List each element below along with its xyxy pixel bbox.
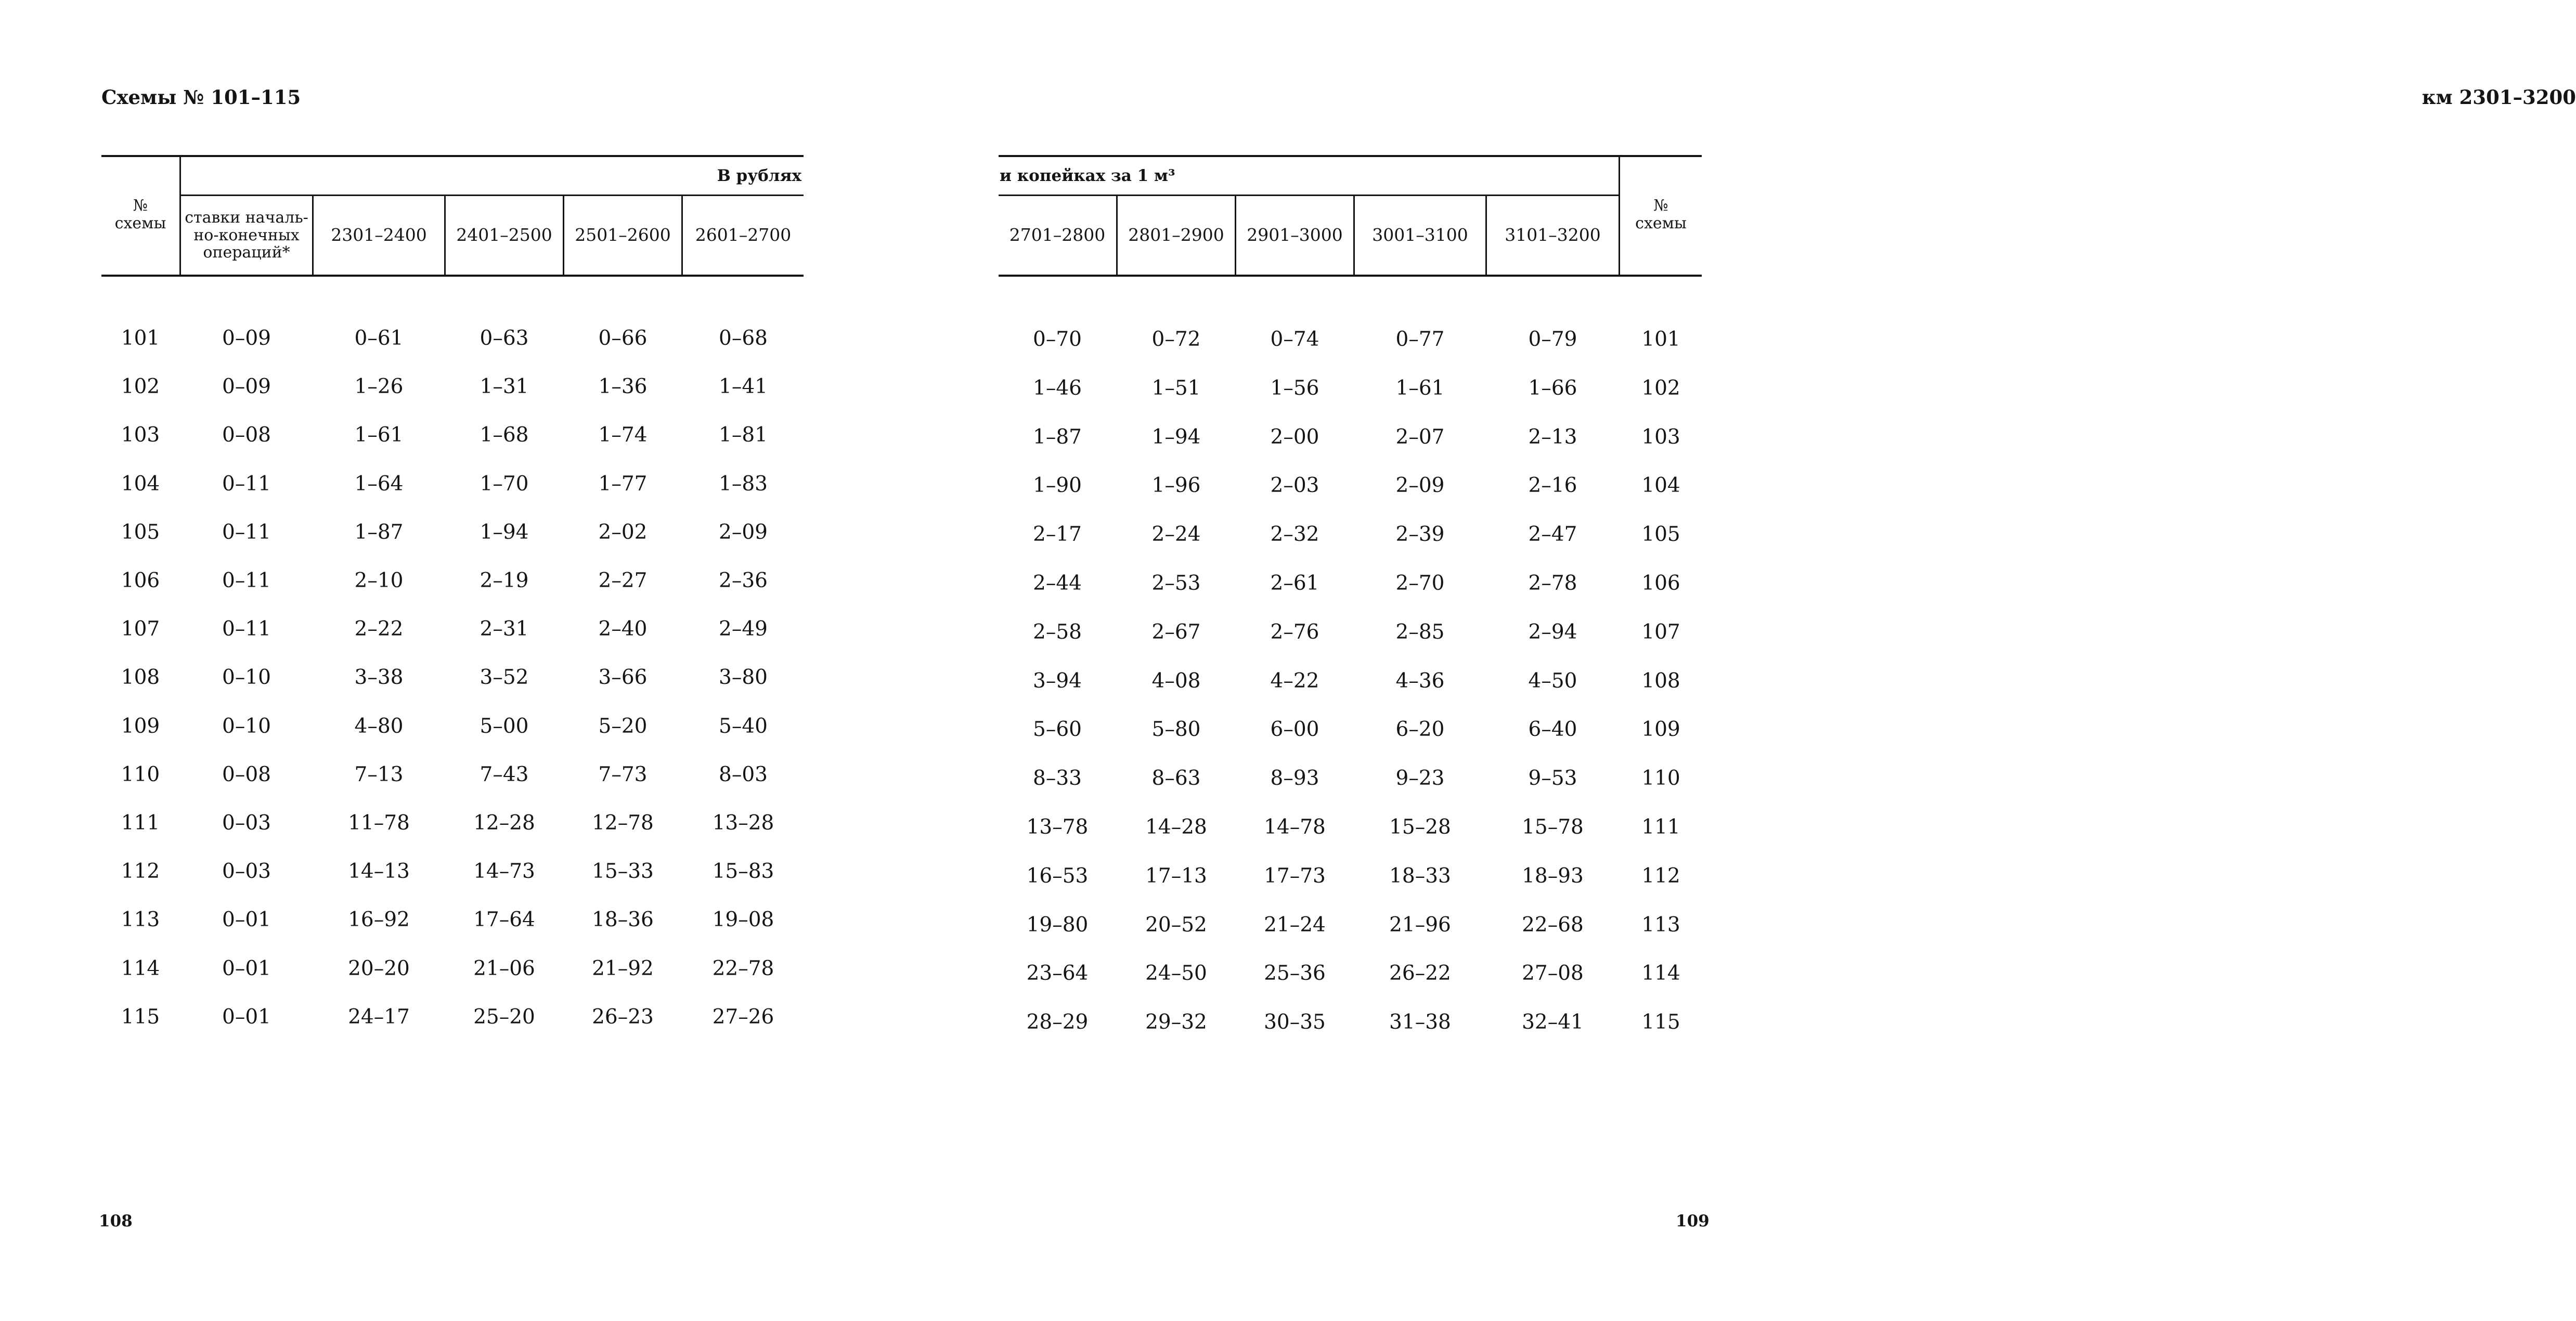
value-cell: 1–68 (480, 423, 529, 447)
value-cell: 2–10 (354, 568, 404, 592)
rate-cell: 0–03 (222, 811, 271, 835)
scheme-number-cell: 107 (1641, 620, 1680, 644)
column-header: 3001–3100 (1372, 225, 1468, 245)
scheme-number-cell: 108 (121, 665, 160, 689)
value-cell: 1–36 (598, 374, 648, 398)
value-cell: 6–20 (1395, 717, 1445, 741)
value-cell: 1–94 (480, 520, 529, 544)
value-cell: 2–09 (1395, 473, 1445, 497)
scheme-number-cell: 103 (1641, 425, 1680, 449)
column-header: 2501–2600 (575, 225, 671, 245)
value-cell: 5–40 (719, 714, 768, 738)
value-cell: 3–80 (719, 665, 768, 689)
value-cell: 0–70 (1033, 327, 1082, 351)
value-cell: 0–74 (1270, 327, 1319, 351)
scheme-number-cell: 111 (1641, 815, 1680, 839)
value-cell: 2–40 (598, 617, 648, 641)
table-row (101, 807, 804, 838)
value-cell: 15–28 (1389, 815, 1451, 839)
value-cell: 4–08 (1151, 669, 1201, 693)
scheme-number-cell: 110 (1641, 766, 1680, 790)
table-row (101, 1001, 804, 1032)
value-cell: 2–24 (1151, 522, 1201, 546)
value-cell: 2–09 (719, 520, 768, 544)
value-cell: 1–61 (1395, 376, 1445, 400)
scheme-number-cell: 106 (1641, 571, 1680, 595)
value-cell: 2–94 (1528, 620, 1577, 644)
value-cell: 2–67 (1151, 620, 1201, 644)
value-cell: 1–94 (1151, 425, 1201, 449)
scheme-number-cell: 114 (1641, 961, 1680, 985)
value-cell: 1–74 (598, 423, 648, 447)
value-cell: 1–64 (354, 472, 404, 496)
value-cell: 6–40 (1528, 717, 1577, 741)
value-cell: 18–36 (592, 908, 654, 931)
value-cell: 16–92 (348, 908, 410, 931)
value-cell: 1–66 (1528, 376, 1577, 400)
value-cell: 2–36 (719, 568, 768, 592)
value-cell: 27–26 (712, 1005, 774, 1029)
table-row (999, 372, 1702, 404)
scheme-number-cell: 109 (1641, 717, 1680, 741)
value-cell: 1–96 (1151, 473, 1201, 497)
value-cell: 4–50 (1528, 669, 1577, 693)
table-row (101, 759, 804, 790)
table-row (999, 519, 1702, 550)
rate-cell: 0–03 (222, 859, 271, 883)
value-cell: 13–78 (1026, 815, 1089, 839)
value-cell: 9–23 (1395, 766, 1445, 790)
value-cell: 18–93 (1522, 864, 1584, 888)
value-cell: 2–61 (1270, 571, 1319, 595)
scheme-number-cell: 102 (121, 374, 160, 398)
value-cell: 7–73 (598, 762, 648, 786)
value-cell: 24–50 (1145, 961, 1207, 985)
value-cell: 31–38 (1389, 1010, 1451, 1034)
scheme-number-cell: 105 (1641, 522, 1680, 546)
value-cell: 32–41 (1522, 1010, 1584, 1034)
value-cell: 17–64 (473, 908, 535, 931)
scheme-number-cell: 105 (121, 520, 160, 544)
value-cell: 28–29 (1026, 1010, 1089, 1034)
scheme-number-cell: 101 (1641, 327, 1680, 351)
right-table-header (999, 155, 1702, 277)
table-row (999, 1006, 1702, 1038)
value-cell: 2–53 (1151, 571, 1201, 595)
currency-caption: и копейках за 1 м³ (1000, 166, 1175, 185)
rate-cell: 0–01 (222, 956, 271, 980)
table-row (999, 470, 1702, 501)
value-cell: 1–81 (719, 423, 768, 447)
value-cell: 0–68 (719, 326, 768, 350)
value-cell: 5–80 (1151, 717, 1201, 741)
page-number-left: 108 (99, 1212, 133, 1231)
value-cell: 1–41 (719, 374, 768, 398)
value-cell: 22–78 (712, 956, 774, 980)
value-cell: 2–27 (598, 568, 648, 592)
value-cell: 30–35 (1264, 1010, 1326, 1034)
value-cell: 8–33 (1033, 766, 1082, 790)
value-cell: 2–19 (480, 568, 529, 592)
scheme-number-cell: 101 (121, 326, 160, 350)
value-cell: 2–00 (1270, 425, 1319, 449)
rate-cell: 0–11 (222, 617, 271, 641)
table-row (999, 811, 1702, 843)
table-row (999, 909, 1702, 940)
rate-cell: 0–11 (222, 520, 271, 544)
value-cell: 22–68 (1522, 913, 1584, 937)
column-header: 3101–3200 (1505, 225, 1601, 245)
value-cell: 1–51 (1151, 376, 1201, 400)
value-cell: 1–26 (354, 374, 404, 398)
value-cell: 1–61 (354, 423, 404, 447)
running-head-right: км 2301–3200 (2422, 86, 2576, 109)
value-cell: 20–20 (348, 956, 410, 980)
scheme-number-cell: 107 (121, 617, 160, 641)
value-cell: 5–00 (480, 714, 529, 738)
rate-cell: 0–01 (222, 1005, 271, 1029)
scheme-number-cell: 111 (121, 811, 160, 835)
rate-cell: 0–08 (222, 423, 271, 447)
table-row (101, 953, 804, 984)
table-row (101, 613, 804, 644)
value-cell: 13–28 (712, 811, 774, 835)
rate-cell: 0–11 (222, 472, 271, 496)
table-row (101, 322, 804, 354)
scheme-number-header: № схемы (114, 197, 166, 232)
value-cell: 6–00 (1270, 717, 1319, 741)
table-row (101, 516, 804, 548)
value-cell: 14–13 (348, 859, 410, 883)
value-cell: 21–06 (473, 956, 535, 980)
scheme-number-cell: 112 (1641, 864, 1680, 888)
value-cell: 8–63 (1151, 766, 1201, 790)
value-cell: 11–78 (348, 811, 410, 835)
value-cell: 15–33 (592, 859, 654, 883)
column-header: 2901–3000 (1247, 225, 1343, 245)
value-cell: 2–78 (1528, 571, 1577, 595)
rate-cell: 0–10 (222, 714, 271, 738)
value-cell: 7–43 (480, 762, 529, 786)
value-cell: 7–13 (354, 762, 404, 786)
value-cell: 2–85 (1395, 620, 1445, 644)
right-page (890, 0, 2576, 1321)
value-cell: 24–17 (348, 1005, 410, 1029)
column-header: 2401–2500 (456, 225, 552, 245)
table-row (101, 565, 804, 596)
left-table-header (101, 155, 804, 277)
value-cell: 27–08 (1522, 961, 1584, 985)
value-cell: 14–78 (1264, 815, 1326, 839)
value-cell: 2–16 (1528, 473, 1577, 497)
value-cell: 1–56 (1270, 376, 1319, 400)
table-row (999, 957, 1702, 989)
table-row (999, 616, 1702, 647)
scheme-number-cell: 115 (121, 1005, 160, 1029)
table-row (101, 662, 804, 693)
value-cell: 21–96 (1389, 913, 1451, 937)
value-cell: 21–92 (592, 956, 654, 980)
rate-cell: 0–08 (222, 762, 271, 786)
value-cell: 2–02 (598, 520, 648, 544)
scheme-number-cell: 113 (1641, 913, 1680, 937)
value-cell: 2–70 (1395, 571, 1445, 595)
value-cell: 16–53 (1026, 864, 1089, 888)
column-header: 2601–2700 (695, 225, 792, 245)
rate-cell: 0–10 (222, 665, 271, 689)
value-cell: 17–73 (1264, 864, 1326, 888)
value-cell: 0–77 (1395, 327, 1445, 351)
table-row (101, 371, 804, 402)
value-cell: 2–07 (1395, 425, 1445, 449)
scheme-number-cell: 115 (1641, 1010, 1680, 1034)
value-cell: 1–70 (480, 472, 529, 496)
value-cell: 19–80 (1026, 913, 1089, 937)
value-cell: 2–49 (719, 617, 768, 641)
value-cell: 0–79 (1528, 327, 1577, 351)
scheme-number-cell: 109 (121, 714, 160, 738)
value-cell: 19–08 (712, 908, 774, 931)
value-cell: 26–23 (592, 1005, 654, 1029)
table-row (999, 762, 1702, 794)
value-cell: 8–03 (719, 762, 768, 786)
table-row (101, 856, 804, 887)
value-cell: 2–44 (1033, 571, 1082, 595)
scheme-number-cell: 103 (121, 423, 160, 447)
value-cell: 18–33 (1389, 864, 1451, 888)
column-header: 2301–2400 (331, 225, 427, 245)
value-cell: 2–76 (1270, 620, 1319, 644)
value-cell: 17–13 (1145, 864, 1207, 888)
value-cell: 1–77 (598, 472, 648, 496)
column-header: 2801–2900 (1128, 225, 1224, 245)
table-row (101, 904, 804, 935)
value-cell: 0–61 (354, 326, 404, 350)
table-row (101, 710, 804, 742)
value-cell: 3–94 (1033, 669, 1082, 693)
value-cell: 2–17 (1033, 522, 1082, 546)
value-cell: 4–80 (354, 714, 404, 738)
value-cell: 5–20 (598, 714, 648, 738)
value-cell: 14–73 (473, 859, 535, 883)
table-row (999, 860, 1702, 891)
currency-caption: В рублях (717, 166, 801, 185)
value-cell: 1–87 (1033, 425, 1082, 449)
value-cell: 8–93 (1270, 766, 1319, 790)
rate-header: ставки началь- но-конечных операций* (185, 209, 308, 262)
value-cell: 2–58 (1033, 620, 1082, 644)
value-cell: 3–38 (354, 665, 404, 689)
value-cell: 2–32 (1270, 522, 1319, 546)
scheme-number-cell: 102 (1641, 376, 1680, 400)
rate-cell: 0–09 (222, 374, 271, 398)
scheme-number-cell: 113 (121, 908, 160, 931)
table-row (999, 714, 1702, 745)
scheme-number-cell: 114 (121, 956, 160, 980)
table-row (101, 468, 804, 499)
value-cell: 26–22 (1389, 961, 1451, 985)
value-cell: 1–83 (719, 472, 768, 496)
scheme-number-cell: 108 (1641, 669, 1680, 693)
scheme-number-cell: 106 (121, 568, 160, 592)
table-row (101, 419, 804, 450)
value-cell: 2–39 (1395, 522, 1445, 546)
running-head-left: Схемы № 101–115 (101, 86, 301, 109)
table-row (999, 323, 1702, 355)
value-cell: 4–36 (1395, 669, 1445, 693)
value-cell: 1–90 (1033, 473, 1082, 497)
page-number-right: 109 (1676, 1212, 1710, 1231)
scheme-number-cell: 104 (121, 472, 160, 496)
value-cell: 2–03 (1270, 473, 1319, 497)
value-cell: 0–66 (598, 326, 648, 350)
value-cell: 2–22 (354, 617, 404, 641)
left-page (0, 0, 890, 1321)
column-header: 2701–2800 (1009, 225, 1106, 245)
value-cell: 1–87 (354, 520, 404, 544)
value-cell: 4–22 (1270, 669, 1319, 693)
value-cell: 2–13 (1528, 425, 1577, 449)
value-cell: 12–78 (592, 811, 654, 835)
table-row (999, 421, 1702, 452)
value-cell: 23–64 (1026, 961, 1089, 985)
rate-cell: 0–09 (222, 326, 271, 350)
value-cell: 21–24 (1264, 913, 1326, 937)
value-cell: 29–32 (1145, 1010, 1207, 1034)
table-row (999, 567, 1702, 599)
value-cell: 1–31 (480, 374, 529, 398)
value-cell: 5–60 (1033, 717, 1082, 741)
value-cell: 14–28 (1145, 815, 1207, 839)
rate-cell: 0–11 (222, 568, 271, 592)
value-cell: 2–47 (1528, 522, 1577, 546)
value-cell: 2–31 (480, 617, 529, 641)
value-cell: 1–46 (1033, 376, 1082, 400)
value-cell: 3–66 (598, 665, 648, 689)
scheme-number-cell: 110 (121, 762, 160, 786)
value-cell: 20–52 (1145, 913, 1207, 937)
value-cell: 25–20 (473, 1005, 535, 1029)
value-cell: 15–83 (712, 859, 774, 883)
scheme-number-cell: 104 (1641, 473, 1680, 497)
value-cell: 25–36 (1264, 961, 1326, 985)
value-cell: 9–53 (1528, 766, 1577, 790)
scheme-number-cell: 112 (121, 859, 160, 883)
value-cell: 0–63 (480, 326, 529, 350)
value-cell: 0–72 (1151, 327, 1201, 351)
rate-cell: 0–01 (222, 908, 271, 931)
table-row (999, 665, 1702, 696)
value-cell: 15–78 (1522, 815, 1584, 839)
scheme-number-header: № схемы (1635, 197, 1687, 232)
value-cell: 3–52 (480, 665, 529, 689)
value-cell: 12–28 (473, 811, 535, 835)
